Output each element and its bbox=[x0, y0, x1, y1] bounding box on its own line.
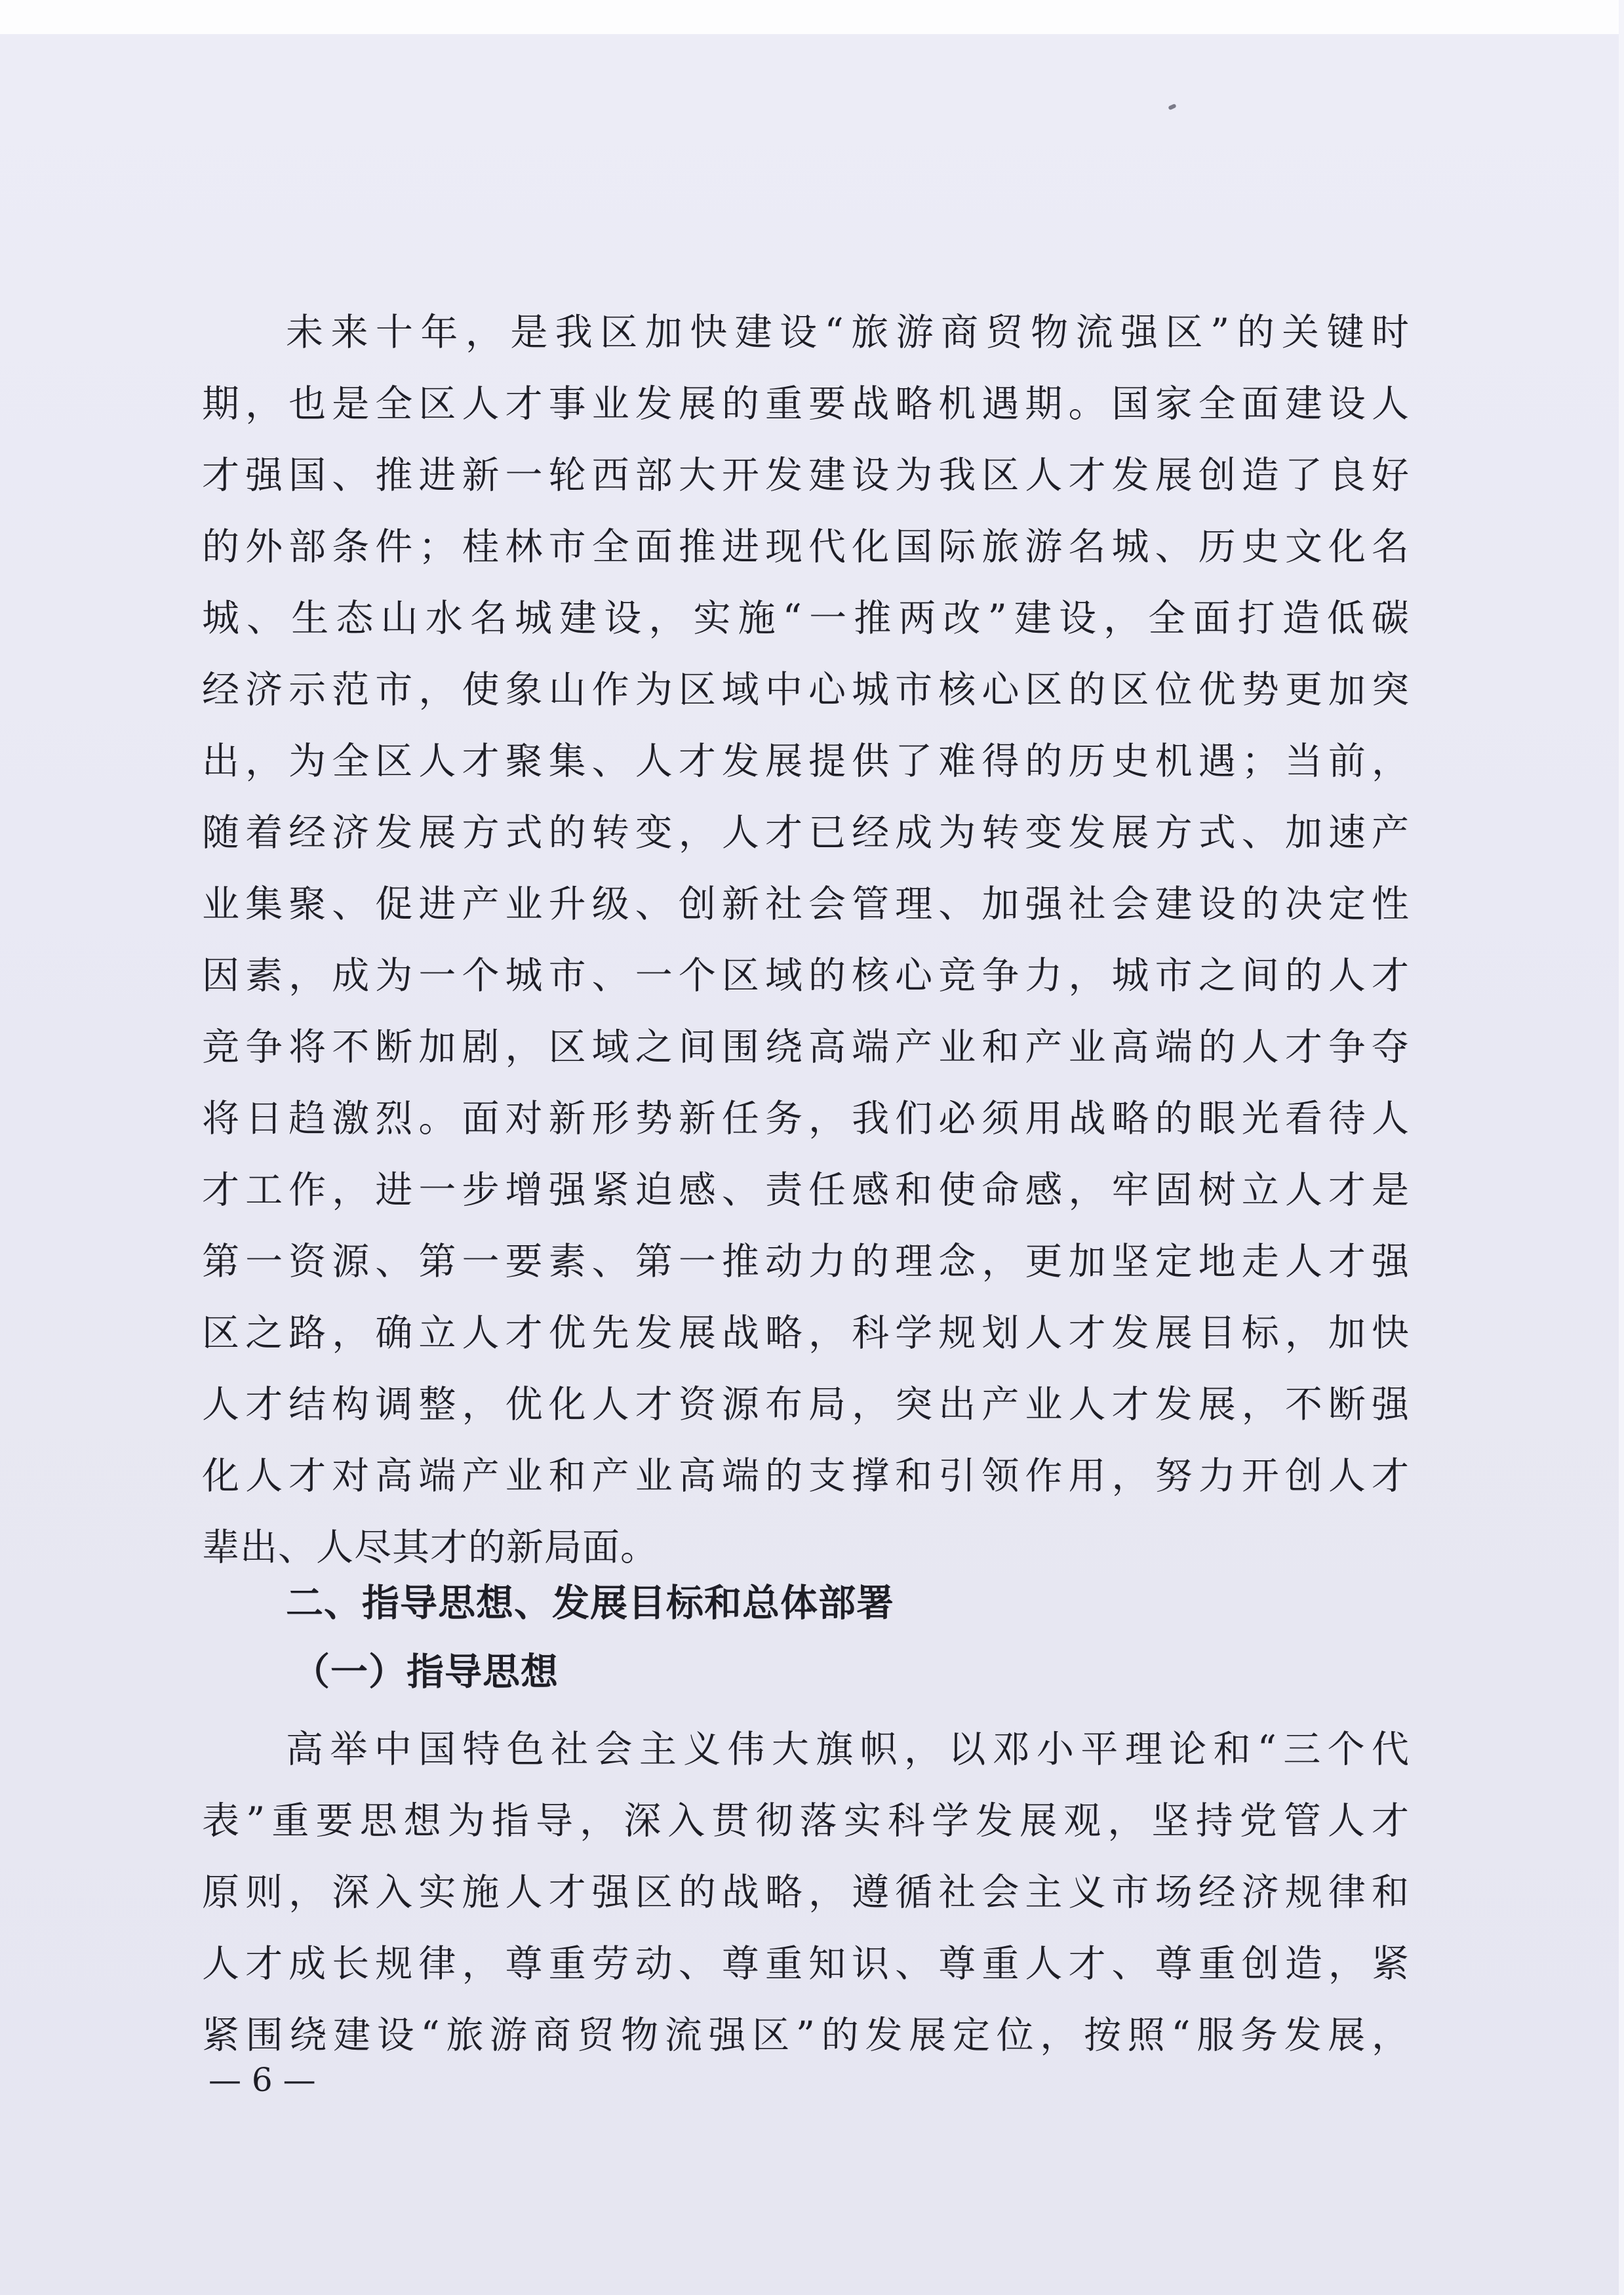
scan-top-edge bbox=[0, 0, 1624, 34]
paragraph-1-line: 因素，成为一个城市、一个区域的核心竞争力，城市之间的人才 bbox=[202, 954, 1410, 997]
paragraph-2-line: 表”重要思想为指导，深入贯彻落实科学发展观，坚持党管人才 bbox=[202, 1799, 1410, 1843]
paragraph-2-line: 紧围绕建设“旅游商贸物流强区”的发展定位，按照“服务发展， bbox=[202, 2014, 1410, 2057]
paragraph-1-line: 才强国、推进新一轮西部大开发建设为我区人才发展创造了良好 bbox=[202, 454, 1410, 497]
page-number: — 6 — bbox=[208, 2061, 316, 2099]
scan-right-edge bbox=[1619, 0, 1624, 2295]
paragraph-1-line: 人才结构调整，优化人才资源布局，突出产业人才发展，不断强 bbox=[202, 1383, 1410, 1426]
subsection-heading: （一）指导思想 bbox=[292, 1650, 559, 1694]
paragraph-1-line: 城、生态山水名城建设，实施“一推两改”建设，全面打造低碳 bbox=[202, 597, 1410, 640]
scan-speck bbox=[1168, 104, 1176, 111]
paragraph-1-line: 随着经济发展方式的转变，人才已经成为转变发展方式、加速产 bbox=[202, 811, 1410, 854]
paragraph-2-line: 人才成长规律，尊重劳动、尊重知识、尊重人才、尊重创造，紧 bbox=[202, 1942, 1410, 1986]
paragraph-1-line: 竞争将不断加剧，区域之间围绕高端产业和产业高端的人才争夺 bbox=[202, 1026, 1410, 1069]
paragraph-1-line: 区之路，确立人才优先发展战略，科学规划人才发展目标，加快 bbox=[202, 1311, 1410, 1355]
section-heading: 二、指导思想、发展目标和总体部署 bbox=[286, 1581, 894, 1625]
paragraph-1-line: 将日趋激烈。面对新形势新任务，我们必须用战略的眼光看待人 bbox=[202, 1097, 1410, 1140]
paragraph-1-line: 经济示范市，使象山作为区域中心城市核心区的区位优势更加突 bbox=[202, 668, 1410, 711]
paragraph-2-line: 原则，深入实施人才强区的战略，遵循社会主义市场经济规律和 bbox=[202, 1871, 1410, 1914]
paragraph-1-line: 出，为全区人才聚集、人才发展提供了难得的历史机遇；当前， bbox=[202, 740, 1410, 783]
paragraph-1-line: 业集聚、促进产业升级、创新社会管理、加强社会建设的决定性 bbox=[202, 883, 1410, 926]
paragraph-1-line: 期，也是全区人才事业发展的重要战略机遇期。国家全面建设人 bbox=[202, 382, 1410, 426]
paragraph-1-line: 才工作，进一步增强紧迫感、责任感和使命感，牢固树立人才是 bbox=[202, 1168, 1410, 1212]
paragraph-1-line: 化人才对高端产业和产业高端的支撑和引领作用，努力开创人才 bbox=[202, 1454, 1410, 1498]
paragraph-1-line: 辈出、人尽其才的新局面。 bbox=[202, 1526, 658, 1569]
paragraph-2-line: 高举中国特色社会主义伟大旗帜，以邓小平理论和“三个代 bbox=[286, 1728, 1410, 1771]
paragraph-1-line: 未来十年，是我区加快建设“旅游商贸物流强区”的关键时 bbox=[286, 311, 1410, 354]
paragraph-1-line: 的外部条件；桂林市全面推进现代化国际旅游名城、历史文化名 bbox=[202, 525, 1410, 569]
paragraph-1-line: 第一资源、第一要素、第一推动力的理念，更加坚定地走人才强 bbox=[202, 1240, 1410, 1283]
